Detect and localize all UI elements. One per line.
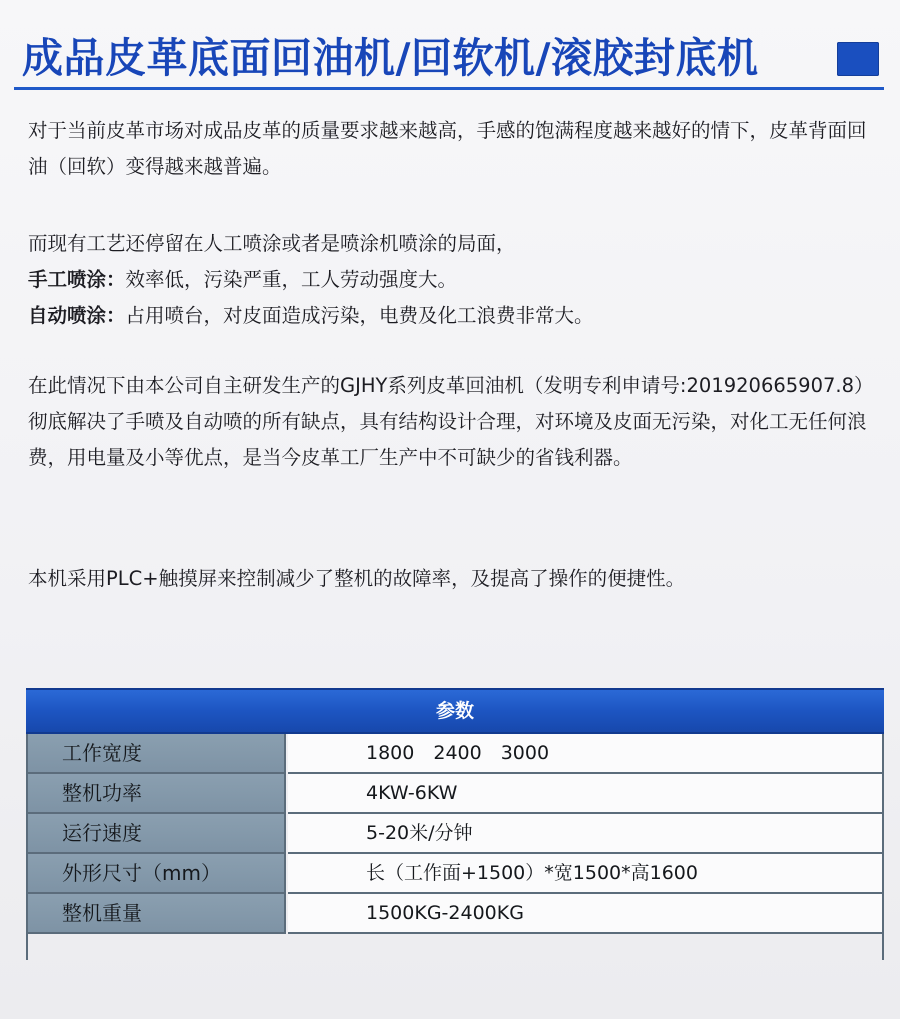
- param-label: 外形尺寸（mm）: [26, 854, 286, 894]
- param-label: 整机重量: [26, 894, 286, 934]
- title-underline: [14, 87, 884, 90]
- param-value: 1800 2400 3000: [288, 734, 884, 774]
- auto-spray-lead: 自动喷涂：: [28, 304, 126, 327]
- params-header: 参数: [26, 688, 884, 734]
- params-table: [26, 688, 884, 960]
- plc-paragraph: 本机采用PLC+触摸屏来控制减少了整机的故障率，及提高了操作的便捷性。: [28, 567, 686, 590]
- param-value: 长（工作面+1500）*宽1500*高1600: [288, 854, 884, 894]
- param-value: 5-20米/分钟: [288, 814, 884, 854]
- intro-paragraph: 对于当前皮革市场对成品皮革的质量要求越来越高，手感的饱满程度越来越好的情下，皮革背面回油（回软）变得越来越普遍。: [28, 119, 867, 178]
- auto-spray-text: 占用喷台，对皮面造成污染，电费及化工浪费非常大。: [125, 304, 594, 327]
- title-row: [14, 30, 884, 94]
- params-row-speed: [26, 814, 884, 854]
- manual-spray-text: 效率低，污染严重，工人劳动强度大。: [125, 268, 458, 291]
- param-label: 整机功率: [26, 774, 286, 814]
- title-square-decoration: [837, 42, 879, 76]
- manual-spray-line: [28, 262, 880, 298]
- params-row-weight: [26, 894, 884, 934]
- param-value: 1500KG-2400KG: [288, 894, 884, 934]
- param-value: 4KW-6KW: [288, 774, 884, 814]
- params-row-dimensions: [26, 854, 884, 894]
- params-row-power: [26, 774, 884, 814]
- process-paragraph: 而现有工艺还停留在人工喷涂或者是喷涂机喷涂的局面，: [28, 232, 516, 255]
- page-title: 成品皮革底面回油机/回软机/滚胶封底机: [22, 34, 759, 82]
- table-frame-left: [26, 734, 28, 960]
- manual-spray-lead: 手工喷涂：: [28, 268, 126, 291]
- product-paragraph: 在此情况下由本公司自主研发生产的GJHY系列皮革回油机（发明专利申请号:201920665907.8）彻底解决了手喷及自动喷的所有缺点，具有结构设计合理，对环境及皮面无污染，对化工无任何浪费，用电量及小等优点，是当今皮革工厂生产中不可缺少的省钱利器。: [28, 374, 874, 469]
- param-label: 工作宽度: [26, 734, 286, 774]
- params-row-width: [26, 734, 884, 774]
- param-label: 运行速度: [26, 814, 286, 854]
- auto-spray-line: [28, 298, 880, 334]
- table-frame-right: [882, 734, 884, 960]
